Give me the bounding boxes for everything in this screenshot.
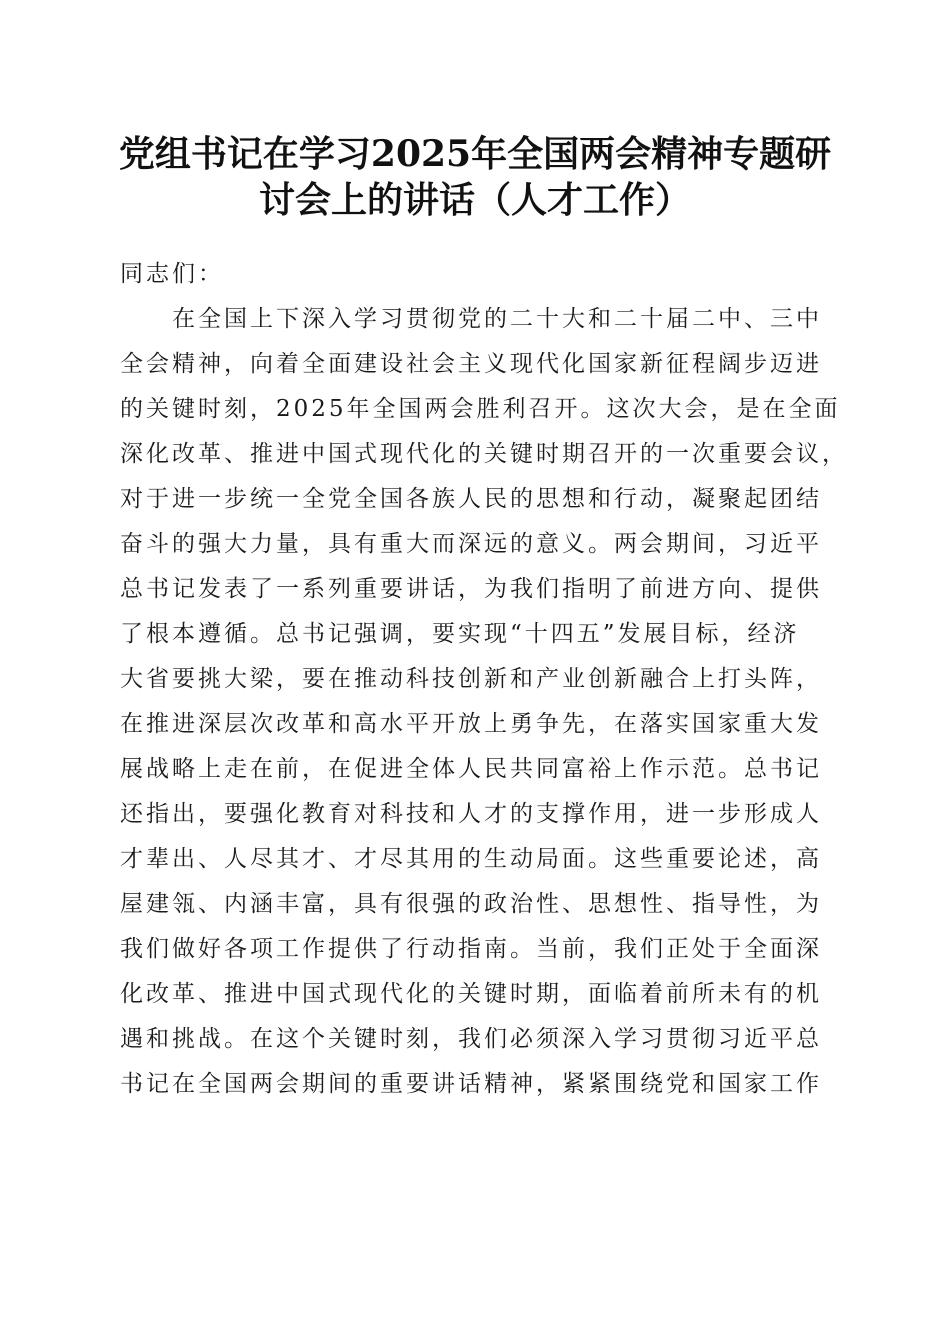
- paragraph-line: 书记在全国两会期间的重要讲话精神，紧紧围绕党和国家工作: [120, 1071, 822, 1097]
- paragraph-line: 全会精神，向着全面建设社会主义现代化国家新征程阔步迈进: [120, 351, 822, 377]
- paragraph-line: 我们做好各项工作提供了行动指南。当前，我们正处于全面深: [120, 936, 822, 962]
- paragraph-line: 屋建瓴、内涵丰富，具有很强的政治性、思想性、指导性，为: [120, 891, 822, 917]
- title-line: 讨会上的讲话（人才工作）: [258, 179, 691, 221]
- salutation: 同志们：: [120, 261, 224, 287]
- paragraph-line: 在推进深层次改革和高水平开放上勇争先，在落实国家重大发: [120, 711, 822, 737]
- paragraph-line: 化改革、推进中国式现代化的关键时期，面临着前所未有的机: [120, 981, 822, 1007]
- paragraph-line: 展战略上走在前，在促进全体人民共同富裕上作示范。总书记: [120, 756, 822, 782]
- paragraph-line: 总书记发表了一系列重要讲话，为我们指明了前进方向、提供: [120, 576, 822, 602]
- paragraph-line: 的关键时刻，2025年全国两会胜利召开。这次大会，是在全面: [120, 396, 841, 422]
- paragraph-line: 对于进一步统一全党全国各族人民的思想和行动，凝聚起团结: [120, 486, 822, 512]
- document-body: [120, 252, 848, 1107]
- paragraph-line: 才辈出、人尽其才、才尽其用的生动局面。这些重要论述，高: [120, 846, 822, 872]
- paragraph-line: 奋斗的强大力量，具有重大而深远的意义。两会期间，习近平: [120, 531, 822, 557]
- paragraph-line: 大省要挑大梁，要在推动科技创新和产业创新融合上打头阵，: [120, 666, 822, 692]
- paragraph-line: 遇和挑战。在这个关键时刻，我们必须深入学习贯彻习近平总: [120, 1026, 822, 1052]
- paragraph-line: 了根本遵循。总书记强调，要实现“十四五”发展目标，经济: [120, 621, 800, 647]
- title-line: 党组书记在学习2025年全国两会精神专题研: [118, 133, 832, 175]
- paragraph-line: 在全国上下深入学习贯彻党的二十大和二十届二中、三中: [172, 306, 822, 332]
- document-title: [100, 131, 850, 223]
- paragraph-line: 深化改革、推进中国式现代化的关键时期召开的一次重要会议，: [120, 441, 848, 467]
- paragraph-line: 还指出，要强化教育对科技和人才的支撑作用，进一步形成人: [120, 801, 822, 827]
